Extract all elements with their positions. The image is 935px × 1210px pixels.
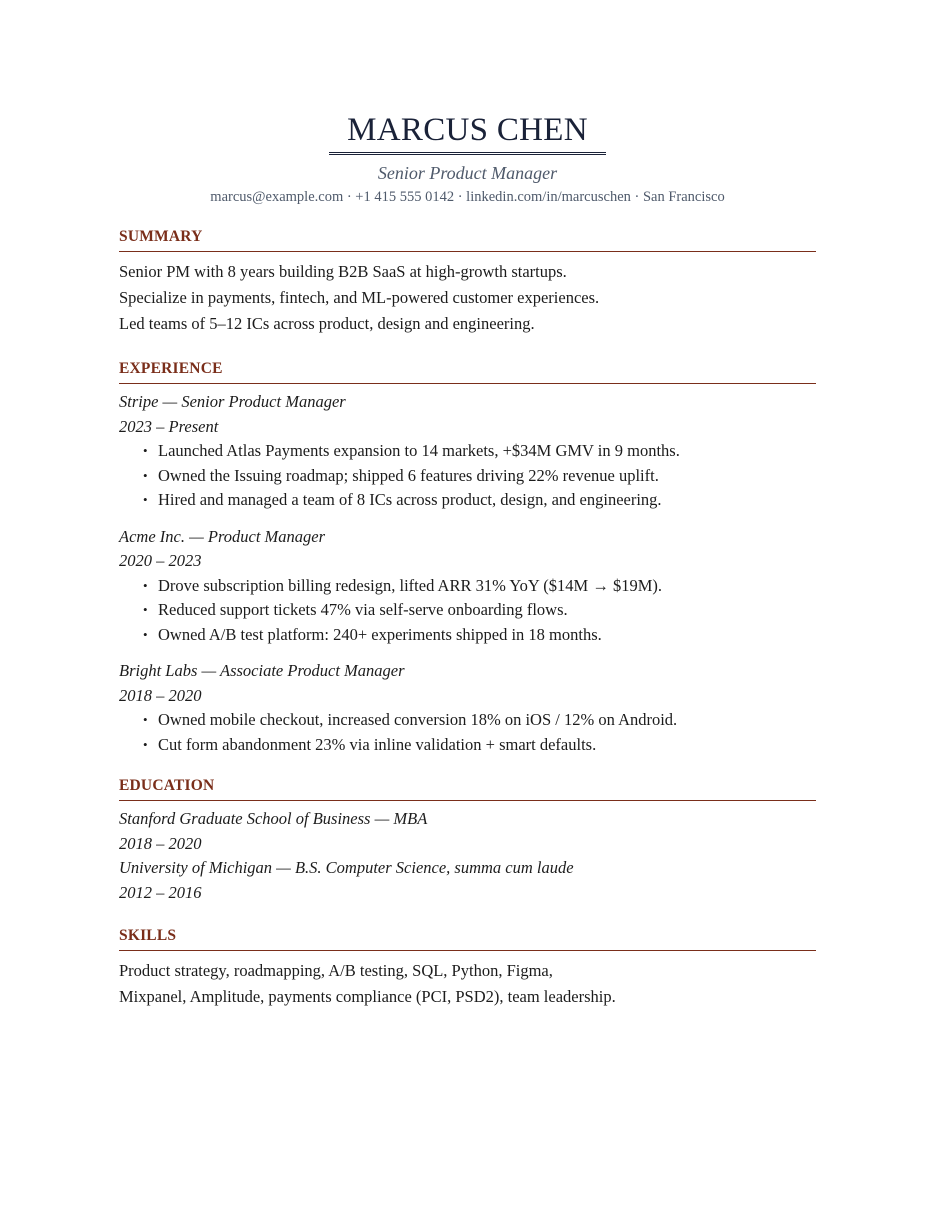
job-dates: 2023 – Present [119,416,219,436]
education-title: Stanford Graduate School of Business — MBA [119,809,428,828]
resume-page [119,110,816,1010]
job-bullet [143,439,816,464]
candidate-name: MARCUS CHEN [347,112,588,148]
job-entry-acme [119,525,816,648]
education-title: University of Michigan — B.S. Computer Science, summa cum laude [119,858,574,877]
summary-line: Led teams of 5–12 ICs across product, design and engineering. [119,314,535,333]
bullet-text: Launched Atlas Payments expansion to 14 markets, +$34M GMV in 9 months. [158,441,680,460]
job-bullets [119,708,816,757]
summary-section [119,228,816,337]
contact-line: marcus@example.com · +1 415 555 0142 · linkedin.com/in/marcuschen · San Francisco [210,189,725,205]
bullet-text: Drove subscription billing redesign, lifted ARR 31% YoY ($14M → $19M). [158,575,662,595]
job-bullet [143,488,816,513]
candidate-role: Senior Product Manager [377,163,558,183]
bullet-glyph: • [143,626,148,642]
job-bullet [143,464,816,489]
job-bullets [119,574,816,648]
name-underline [329,110,606,155]
job-title: Stripe — Senior Product Manager [119,392,346,411]
education-dates: 2012 – 2016 [119,882,202,902]
section-title-experience: EXPERIENCE [119,360,816,384]
experience-section [119,360,816,757]
job-bullet [143,598,816,623]
job-bullet [143,574,816,599]
job-dates: 2020 – 2023 [119,551,202,570]
job-dates: 2018 – 2020 [119,685,202,705]
education-dates: 2018 – 2020 [119,833,202,853]
job-bullet [143,733,816,758]
education-section [119,777,816,905]
bullet-text: Owned the Issuing roadmap; shipped 6 features driving 22% revenue uplift. [158,465,659,485]
bullet-text: Owned mobile checkout, increased conversion 18% on iOS / 12% on Android. [158,710,678,729]
section-title-skills: SKILLS [119,927,816,951]
bullet-text: Reduced support tickets 47% via self-serve onboarding flows. [158,600,568,619]
bullet-glyph: • [143,602,148,617]
job-title: Bright Labs — Associate Product Manager [119,661,405,680]
resume-header [119,110,816,206]
experience-body [119,390,816,757]
skills-line: Product strategy, roadmapping, A/B testing, SQL, Python, Figma, [119,961,553,980]
skills-line: Mixpanel, Amplitude, payments compliance (PCI, PSD2), team leadership. [119,987,616,1006]
summary-line: Senior PM with 8 years building B2B SaaS at high-growth startups. [119,262,567,281]
job-entry-stripe [119,390,816,513]
skills-section [119,927,816,1010]
job-bullet [143,708,816,733]
bullet-glyph: • [143,443,148,458]
bullet-glyph: • [143,492,148,507]
job-title: Acme Inc. — Product Manager [119,526,326,546]
job-entry-bright-labs [119,659,816,757]
bullet-glyph: • [143,736,148,752]
job-bullet [143,623,816,648]
section-title-education: EDUCATION [119,777,816,801]
job-bullets [119,439,816,513]
bullet-text: Owned A/B test platform: 240+ experiments shipped in 18 months. [158,624,602,644]
bullet-text: Cut form abandonment 23% via inline validation + smart defaults. [158,734,597,754]
bullet-glyph: • [143,577,148,593]
bullet-glyph: • [143,467,148,483]
section-title-summary: SUMMARY [119,228,816,252]
education-body [119,807,816,905]
bullet-glyph: • [143,712,148,727]
bullet-text: Hired and managed a team of 8 ICs across product, design, and engineering. [158,490,662,509]
summary-body [119,259,816,337]
summary-line: Specialize in payments, fintech, and ML-powered customer experiences. [119,288,600,307]
skills-body [119,958,816,1010]
